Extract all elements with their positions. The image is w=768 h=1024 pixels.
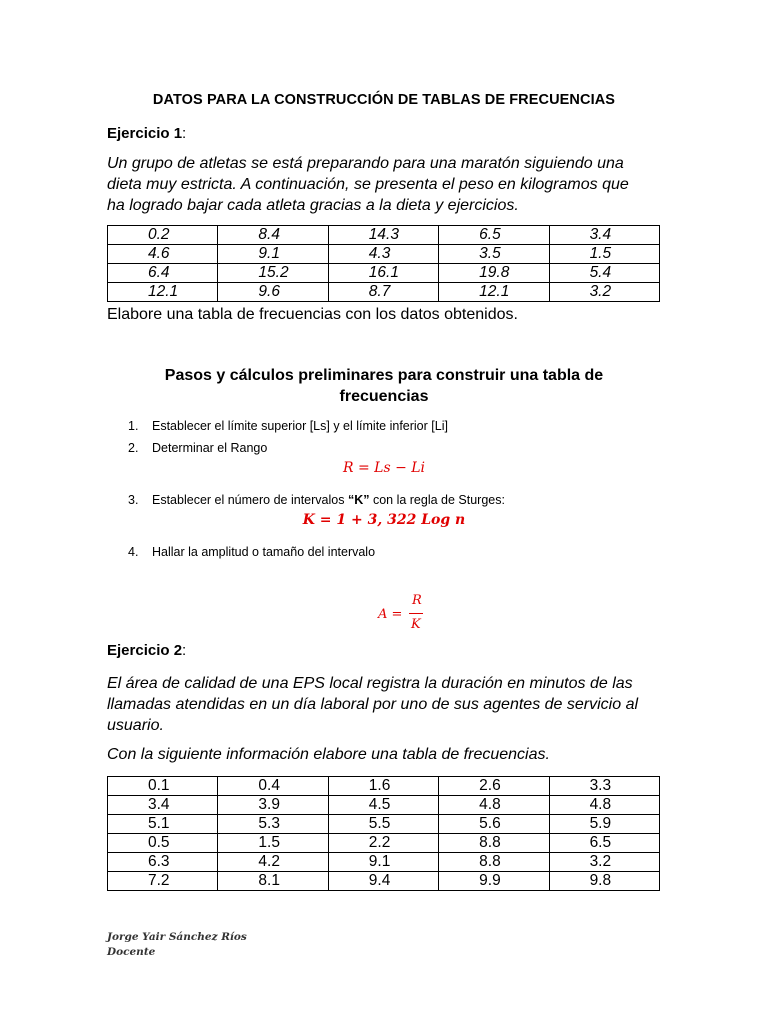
step-number: 4. xyxy=(128,545,139,559)
table-cell: 15.2 xyxy=(218,264,328,283)
amplitude-formula-numerator: R xyxy=(412,593,422,608)
step-text: Establecer el número de intervalos xyxy=(152,493,348,507)
table-cell: 6.5 xyxy=(439,226,549,245)
exercise2-instruction: Con la siguiente información elabore una tabla de frecuencias. xyxy=(107,746,550,763)
table-cell: 5.5 xyxy=(328,815,438,834)
table-cell: 8.8 xyxy=(439,853,549,872)
exercise2-data-table xyxy=(107,776,660,891)
sturges-formula: K = 1 + 3, 322 Log n xyxy=(302,512,466,528)
table-cell: 2.6 xyxy=(439,777,549,796)
table-row xyxy=(108,226,660,245)
table-cell: 12.1 xyxy=(439,283,549,302)
table-row xyxy=(108,872,660,891)
step-number: 3. xyxy=(128,493,139,507)
exercise2-paragraph xyxy=(107,673,667,736)
table-cell: 3.4 xyxy=(108,796,218,815)
step-number: 1. xyxy=(128,419,139,433)
steps-title-line: Pasos y cálculos preliminares para construir una tabla de xyxy=(164,367,604,384)
table-cell: 4.5 xyxy=(328,796,438,815)
table-cell: 8.4 xyxy=(218,226,328,245)
table-row xyxy=(108,815,660,834)
table-cell: 2.2 xyxy=(328,834,438,853)
signature-role: Docente xyxy=(107,946,156,958)
table-cell: 8.7 xyxy=(328,283,438,302)
table-cell: 0.4 xyxy=(218,777,328,796)
exercise1-paragraph-line: dieta muy estricta. A continuación, se presenta el peso en kilogramos que xyxy=(107,176,629,193)
table-cell: 3.2 xyxy=(549,283,659,302)
table-cell: 12.1 xyxy=(108,283,218,302)
exercise2-heading xyxy=(107,642,186,659)
table-row xyxy=(108,834,660,853)
table-cell: 3.3 xyxy=(549,777,659,796)
table-cell: 5.1 xyxy=(108,815,218,834)
table-cell: 5.9 xyxy=(549,815,659,834)
exercise2-paragraph-line: El área de calidad de una EPS local registra la duración en minutos de las xyxy=(107,675,633,692)
step-text: Determinar el Rango xyxy=(152,441,268,455)
exercise1-heading-text: Ejercicio 1 xyxy=(107,125,183,142)
table-cell: 3.4 xyxy=(549,226,659,245)
table-cell: 9.8 xyxy=(549,872,659,891)
table-cell: 6.4 xyxy=(108,264,218,283)
step-item xyxy=(128,441,267,455)
steps-title-line: frecuencias xyxy=(339,388,429,405)
exercise1-instruction: Elabore una tabla de frecuencias con los datos obtenidos. xyxy=(107,306,518,323)
table-cell: 16.1 xyxy=(328,264,438,283)
step-text: Establecer el límite superior [Ls] y el límite inferior [Li] xyxy=(152,419,448,433)
step-item xyxy=(128,545,375,559)
table-cell: 7.2 xyxy=(108,872,218,891)
table-row xyxy=(108,264,660,283)
table-cell: 0.1 xyxy=(108,777,218,796)
table-cell: 1.5 xyxy=(218,834,328,853)
table-row xyxy=(108,245,660,264)
table-cell: 3.5 xyxy=(439,245,549,264)
exercise2-heading-colon: : xyxy=(182,642,187,659)
table-row xyxy=(108,283,660,302)
table-cell: 4.3 xyxy=(328,245,438,264)
exercise2-paragraph-line: llamadas atendidas en un día laboral por uno de sus agentes de servicio al xyxy=(107,696,639,713)
exercise1-paragraph xyxy=(107,153,667,216)
table-cell: 6.3 xyxy=(108,853,218,872)
table-cell: 0.5 xyxy=(108,834,218,853)
step-text: Hallar la amplitud o tamaño del intervalo xyxy=(152,545,376,559)
table-row xyxy=(108,777,660,796)
table-cell: 3.2 xyxy=(549,853,659,872)
step-item xyxy=(128,493,505,507)
step-text-bold: “K” xyxy=(347,493,370,507)
exercise1-paragraph-line: Un grupo de atletas se está preparando para una maratón siguiendo una xyxy=(107,155,624,172)
step-item xyxy=(128,419,448,433)
table-cell: 9.6 xyxy=(218,283,328,302)
table-cell: 9.9 xyxy=(439,872,549,891)
table-cell: 14.3 xyxy=(328,226,438,245)
table-cell: 9.4 xyxy=(328,872,438,891)
table-row xyxy=(108,796,660,815)
table-cell: 9.1 xyxy=(218,245,328,264)
table-cell: 19.8 xyxy=(439,264,549,283)
table-cell: 3.9 xyxy=(218,796,328,815)
document-title: DATOS PARA LA CONSTRUCCIÓN DE TABLAS DE FRECUENCIAS xyxy=(152,92,616,108)
table-cell: 4.8 xyxy=(439,796,549,815)
step-text: con la regla de Sturges: xyxy=(369,493,505,507)
range-formula: R = Ls − Li xyxy=(342,460,426,476)
step-number: 2. xyxy=(128,441,139,455)
amplitude-formula-denominator: K xyxy=(411,617,421,632)
signature-name: Jorge Yair Sánchez Ríos xyxy=(107,931,247,943)
exercise1-heading xyxy=(107,125,186,142)
table-cell: 5.4 xyxy=(549,264,659,283)
table-cell: 6.5 xyxy=(549,834,659,853)
table-cell: 4.6 xyxy=(108,245,218,264)
table-cell: 0.2 xyxy=(108,226,218,245)
table-cell: 5.3 xyxy=(218,815,328,834)
amplitude-formula-lhs: A = xyxy=(378,607,403,622)
table-cell: 4.2 xyxy=(218,853,328,872)
table-row xyxy=(108,853,660,872)
steps-section-title xyxy=(120,365,648,407)
table-cell: 9.1 xyxy=(328,853,438,872)
table-cell: 8.1 xyxy=(218,872,328,891)
fraction-bar xyxy=(409,613,423,614)
table-cell: 8.8 xyxy=(439,834,549,853)
exercise1-heading-colon: : xyxy=(182,125,187,142)
exercise1-data-table xyxy=(107,225,660,302)
exercise2-heading-text: Ejercicio 2 xyxy=(107,642,183,659)
table-cell: 1.6 xyxy=(328,777,438,796)
table-cell: 1.5 xyxy=(549,245,659,264)
exercise1-paragraph-line: ha logrado bajar cada atleta gracias a la dieta y ejercicios. xyxy=(107,197,519,214)
table-cell: 5.6 xyxy=(439,815,549,834)
exercise2-paragraph-line: usuario. xyxy=(107,717,164,734)
table-cell: 4.8 xyxy=(549,796,659,815)
